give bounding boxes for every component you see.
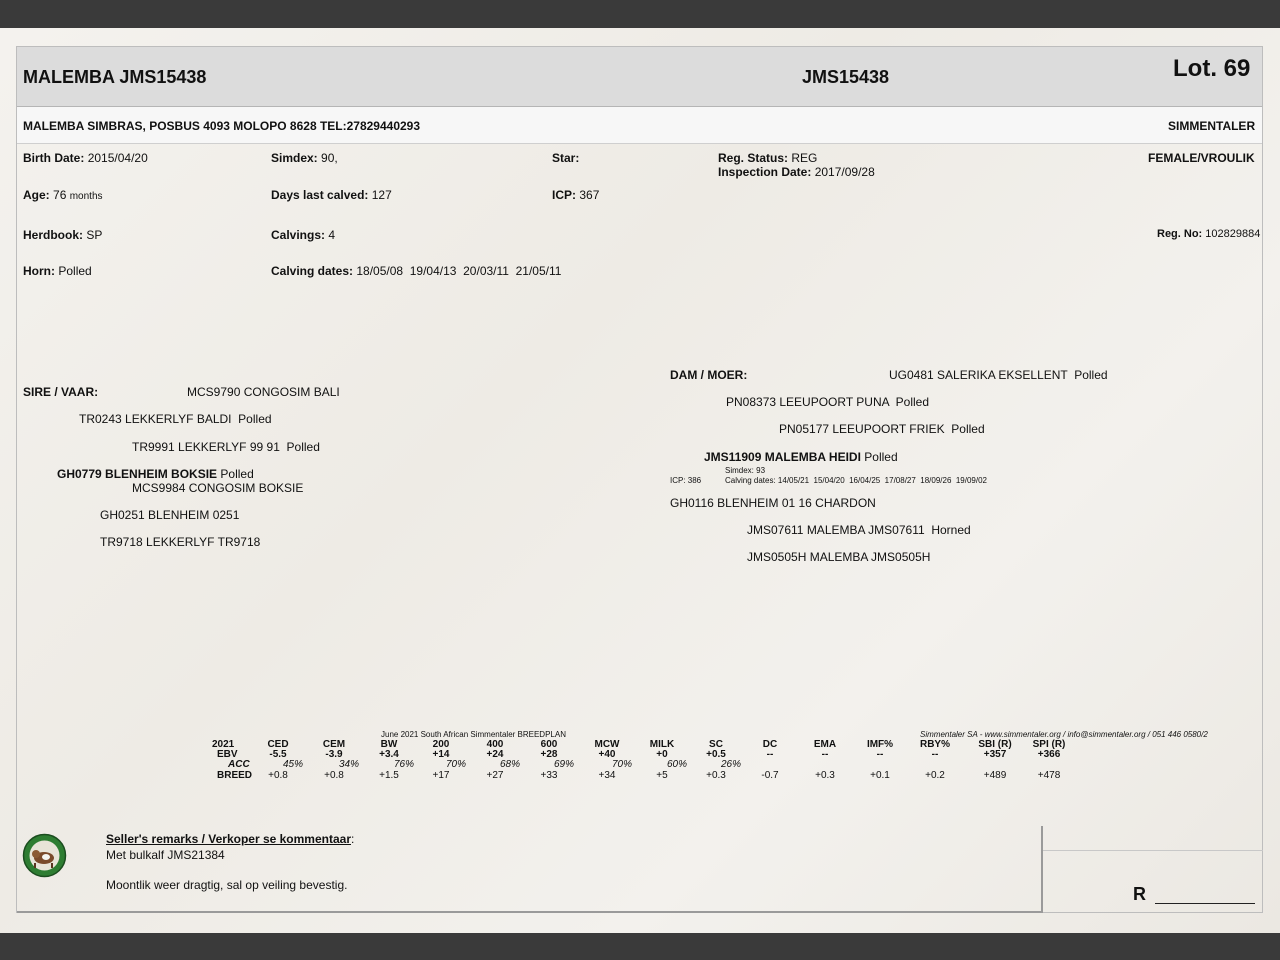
- ebv-col-header-0: CED: [267, 739, 289, 750]
- inspection-date: Inspection Date: 2017/09/28: [718, 165, 875, 179]
- days-last-calved: Days last calved: 127: [271, 188, 392, 202]
- ebv-col-header-14: SPI (R): [1032, 739, 1066, 750]
- ebv-value-9: --: [766, 749, 774, 760]
- birth-date: Birth Date: 2015/04/20: [23, 151, 148, 165]
- breed-value-2: +1.5: [379, 770, 399, 781]
- breed-value-5: +33: [540, 770, 558, 781]
- ebv-col-header-8: SC: [709, 739, 723, 750]
- breed-value-6: +34: [598, 770, 616, 781]
- ebv-col-header-9: DC: [762, 739, 778, 750]
- ebv-col-header-7: MILK: [649, 739, 675, 750]
- sire-dam-sire: TR9718 LEKKERLYF TR9718: [100, 535, 261, 549]
- breeder-address: MALEMBA SIMBRAS, POSBUS 4093 MOLOPO 8628 TEL:27829440293: [23, 119, 421, 133]
- acc-value-1: 34%: [338, 759, 359, 770]
- ebv-col-header-6: MCW: [594, 739, 620, 750]
- star-label: Star:: [552, 151, 580, 165]
- ebv-value-5: +28: [540, 749, 558, 760]
- ebv-value-6: +40: [598, 749, 616, 760]
- breed-value-13: +489: [983, 770, 1007, 781]
- r-label: R: [1133, 884, 1146, 904]
- sire-dam-dam: MCS9984 CONGOSIM BOKSIE: [132, 481, 304, 495]
- ebv-row-label: EBV: [217, 749, 238, 760]
- ebv-value-8: +0.5: [706, 749, 726, 760]
- remark-line-2: Moontlik weer dragtig, sal op veiling bevestig.: [106, 878, 348, 892]
- dam-dam-sire: GH0116 BLENHEIM 01 16 CHARDON: [670, 496, 876, 510]
- ebv-value-14: +366: [1037, 749, 1061, 760]
- acc-value-7: 60%: [666, 759, 687, 770]
- ebv-col-header-10: EMA: [813, 739, 837, 750]
- divider-line: [1043, 850, 1263, 851]
- breed-value-4: +27: [486, 770, 504, 781]
- ebv-value-1: -3.9: [325, 749, 343, 760]
- ebv-value-12: --: [931, 749, 939, 760]
- ebv-col-header-3: 200: [432, 739, 450, 750]
- ebv-value-10: --: [821, 749, 829, 760]
- ebv-col-header-11: IMF%: [866, 739, 894, 750]
- breedplan-caption: June 2021 South African Simmentaler BREEDPLAN: [381, 730, 566, 739]
- simdex: Simdex: 90,: [271, 151, 338, 165]
- breedplan-contact: Simmentaler SA - www.simmentaler.org / info@simmentaler.org / 051 446 0580/2: [920, 730, 1208, 739]
- calving-dates: Calving dates: 18/05/08 19/04/13 20/03/11 21/05/11: [271, 264, 562, 278]
- breed-value-7: +5: [656, 770, 668, 781]
- ebv-value-2: +3.4: [379, 749, 399, 760]
- ebv-col-header-4: 400: [486, 739, 504, 750]
- acc-value-0: 45%: [282, 759, 303, 770]
- acc-row-label: ACC: [228, 759, 250, 770]
- ebv-col-header-2: BW: [380, 739, 398, 750]
- breed-value-12: +0.2: [925, 770, 945, 781]
- breed-value-11: +0.1: [870, 770, 890, 781]
- ebv-value-13: +357: [983, 749, 1007, 760]
- animal-name: MALEMBA JMS15438: [23, 67, 207, 87]
- dam-simdex: Simdex: 93: [725, 466, 766, 475]
- breed-value-0: +0.8: [268, 770, 288, 781]
- acc-value-2: 76%: [393, 759, 414, 770]
- dam-calving-dates: Calving dates: 14/05/21 15/04/20 16/04/25 17/08/27 18/09/26 19/09/02: [725, 476, 987, 485]
- breed-value-8: +0.3: [706, 770, 726, 781]
- breed-value-3: +17: [432, 770, 450, 781]
- sex-label: FEMALE/VROULIK: [1148, 151, 1255, 165]
- herdbook: Herdbook: SP: [23, 228, 103, 242]
- calvings: Calvings: 4: [271, 228, 336, 242]
- ebv-value-7: +0: [656, 749, 668, 760]
- dam-sire-sire: UG0481 SALERIKA EKSELLENT Polled: [889, 368, 1108, 382]
- ebv-value-4: +24: [486, 749, 504, 760]
- lot-number: Lot. 69: [1173, 55, 1251, 82]
- ebv-col-header-1: CEM: [322, 739, 346, 750]
- reg-no: Reg. No: 102829884: [1157, 228, 1261, 240]
- animal-id: JMS15438: [802, 67, 890, 87]
- dam-sire: PN08373 LEEUPOORT PUNA Polled: [726, 395, 929, 409]
- ebv-col-header-12: RBY%: [919, 739, 950, 750]
- bottom-frame-bar: [0, 933, 1280, 960]
- reg-status: Reg. Status: REG: [718, 151, 818, 165]
- acc-value-3: 70%: [445, 759, 466, 770]
- dam-sire-dam: PN05177 LEEUPOORT FRIEK Polled: [779, 422, 985, 436]
- ebv-col-header-13: SBI (R): [978, 739, 1012, 750]
- top-frame-bar: [0, 0, 1280, 28]
- acc-value-4: 68%: [499, 759, 520, 770]
- breed-label: SIMMENTALER: [1168, 119, 1256, 133]
- breed-value-10: +0.3: [815, 770, 835, 781]
- dam-icp: ICP: 386: [670, 476, 702, 485]
- acc-value-6: 70%: [611, 759, 632, 770]
- ebv-value-0: -5.5: [269, 749, 287, 760]
- icp: ICP: 367: [552, 188, 600, 202]
- dam-dam-dam: JMS0505H MALEMBA JMS0505H: [747, 550, 931, 564]
- remark-line-1: Met bulkalf JMS21384: [106, 848, 225, 862]
- age: Age: 76 months: [23, 188, 103, 202]
- sire-dam: GH0251 BLENHEIM 0251: [100, 508, 240, 522]
- acc-value-8: 26%: [720, 759, 741, 770]
- society-logo-icon: [22, 833, 67, 878]
- horn: Horn: Polled: [23, 264, 92, 278]
- sire-sire: MCS9790 CONGOSIM BALI: [187, 385, 340, 399]
- ebv-value-11: --: [876, 749, 884, 760]
- sire-sire-sire: TR0243 LEKKERLYF BALDI Polled: [79, 412, 272, 426]
- sire-label: SIRE / VAAR:: [23, 385, 99, 399]
- ebv-value-3: +14: [432, 749, 450, 760]
- breed-row-label: BREED: [217, 770, 253, 781]
- breed-value-9: -0.7: [761, 770, 779, 781]
- sire: GH0779 BLENHEIM BOKSIE Polled: [57, 467, 254, 481]
- breed-value-1: +0.8: [324, 770, 344, 781]
- remarks-heading: Seller's remarks / Verkoper se kommentaar:: [106, 832, 355, 846]
- dam-dam: JMS07611 MALEMBA JMS07611 Horned: [747, 523, 971, 537]
- signature-line[interactable]: [1155, 903, 1255, 904]
- acc-value-5: 69%: [553, 759, 574, 770]
- sire-sire-dam: TR9991 LEKKERLYF 99 91 Polled: [132, 440, 320, 454]
- dam-label: DAM / MOER:: [670, 368, 748, 382]
- ebv-col-header-5: 600: [540, 739, 558, 750]
- breedplan-year: 2021: [212, 739, 235, 750]
- dam: JMS11909 MALEMBA HEIDI Polled: [704, 450, 898, 464]
- breed-value-14: +478: [1037, 770, 1061, 781]
